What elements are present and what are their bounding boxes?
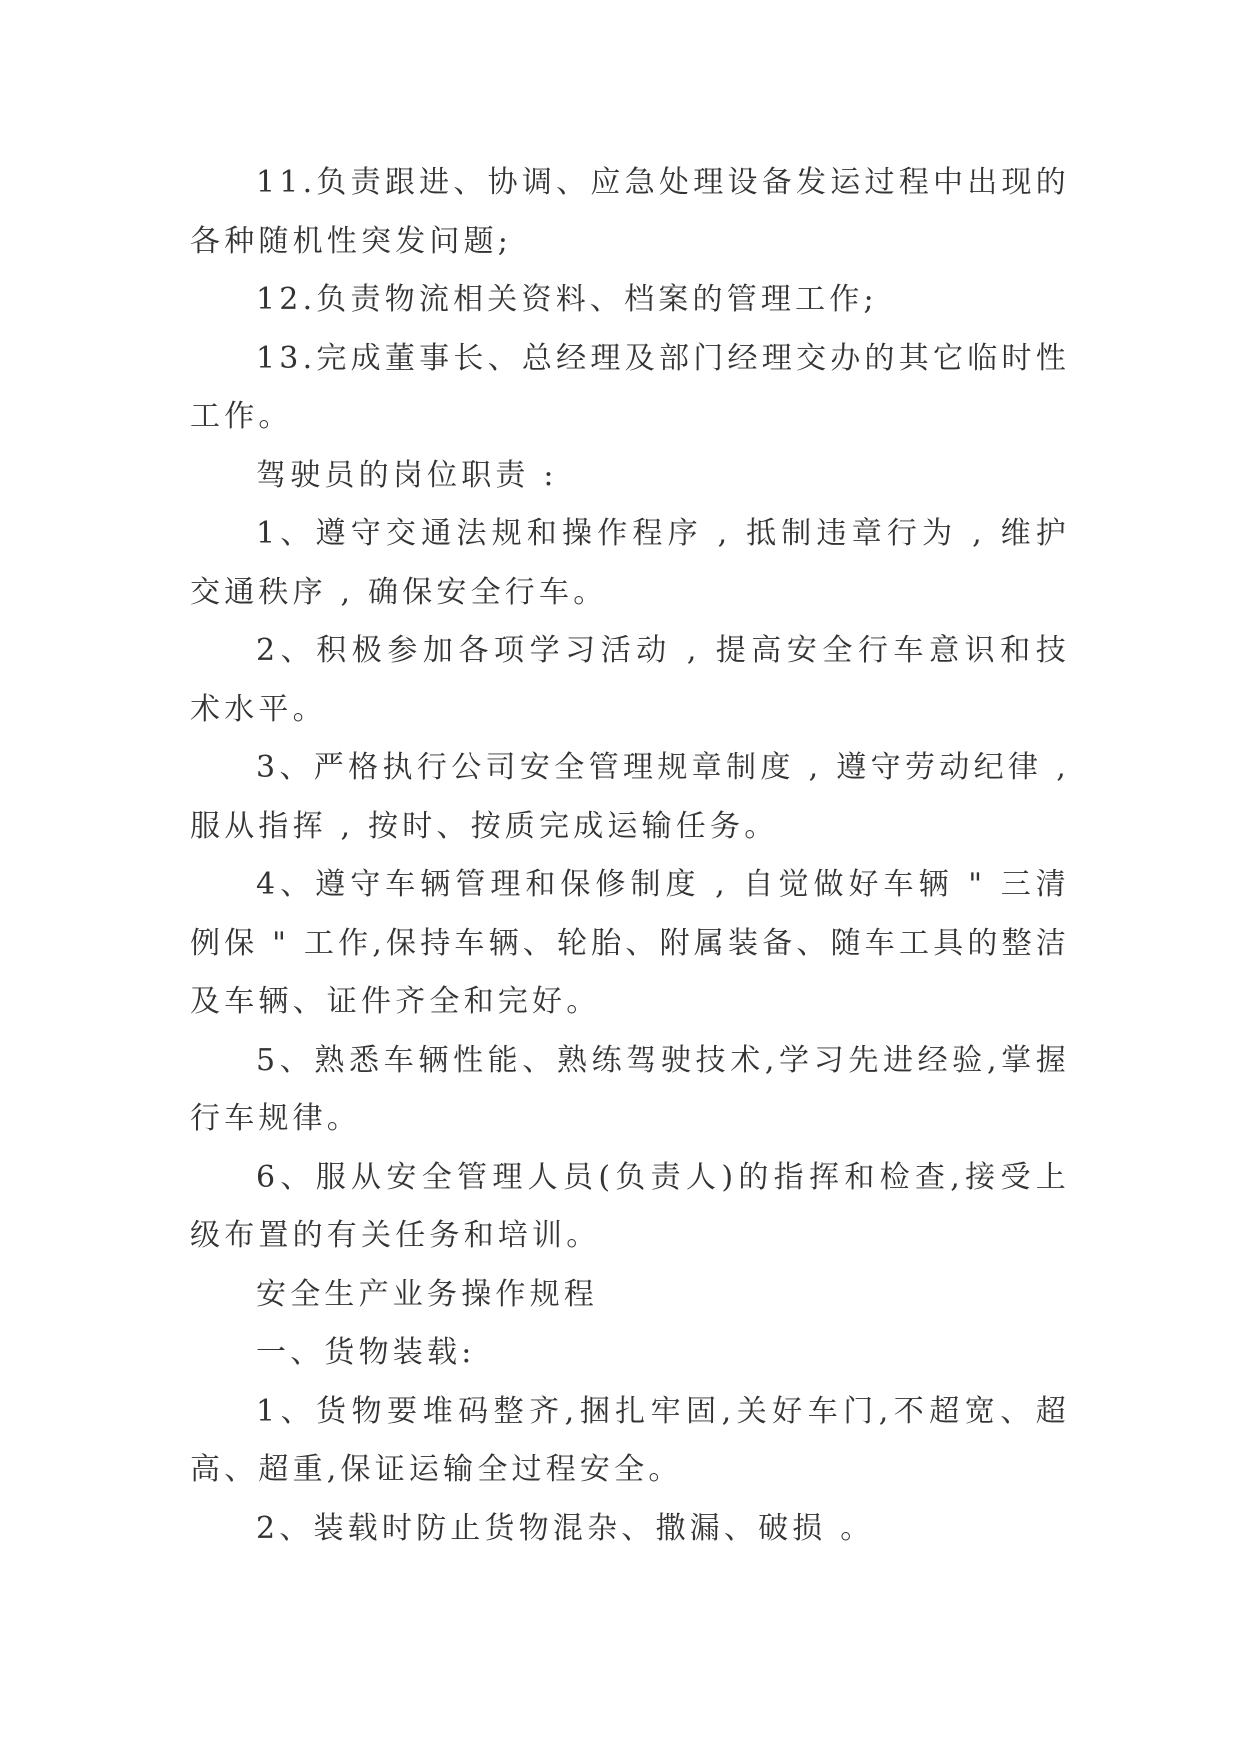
section-heading-driver-duties: 驾驶员的岗位职责 : [256, 457, 558, 493]
paragraph-item-12: 12.负责物流相关资料、档案的管理工作; [256, 282, 878, 317]
driver-duty-2: 2、积极参加各项学习活动 , 提高安全行车意识和技术水平。 [190, 633, 1070, 727]
driver-duty-4: 4、遵守车辆管理和保修制度 , 自觉做好车辆 " 三清例保 " 工作,保持车辆、轮胎、附属装备、随车工具的整洁及车辆、证件齐全和完好。 [190, 867, 1071, 1019]
document-body [190, 154, 1070, 1558]
loading-rule-1: 1、货物要堆码整齐,捆扎牢固,关好车门,不超宽、超高、超重,保证运输全过程安全。 [190, 1393, 1070, 1487]
driver-duty-1: 1、遵守交通法规和操作程序 , 抵制违章行为 , 维护交通秩序 , 确保安全行车。 [190, 516, 1070, 610]
subsection-heading-cargo-loading: 一、货物装载: [256, 1335, 476, 1370]
paragraph-item-13: 13.完成董事长、总经理及部门经理交办的其它临时性工作。 [190, 340, 1070, 434]
driver-duty-5: 5、熟悉车辆性能、熟练驾驶技术,学习先进经验,掌握行车规律。 [190, 1042, 1070, 1136]
loading-rule-2: 2、装载时防止货物混杂、撒漏、破损 。 [256, 1510, 875, 1546]
driver-duty-6: 6、服从安全管理人员(负责人)的指挥和检查,接受上级布置的有关任务和培训。 [190, 1159, 1070, 1253]
driver-duty-3: 3、严格执行公司安全管理规章制度 , 遵守劳动纪律 , 服从指挥 , 按时、按质完成运输任务。 [190, 750, 1070, 844]
section-heading-safety-procedures: 安全生产业务操作规程 [256, 1276, 598, 1312]
paragraph-item-11: 11.负责跟进、协调、应急处理设备发运过程中出现的各种随机性突发问题; [190, 165, 1070, 259]
